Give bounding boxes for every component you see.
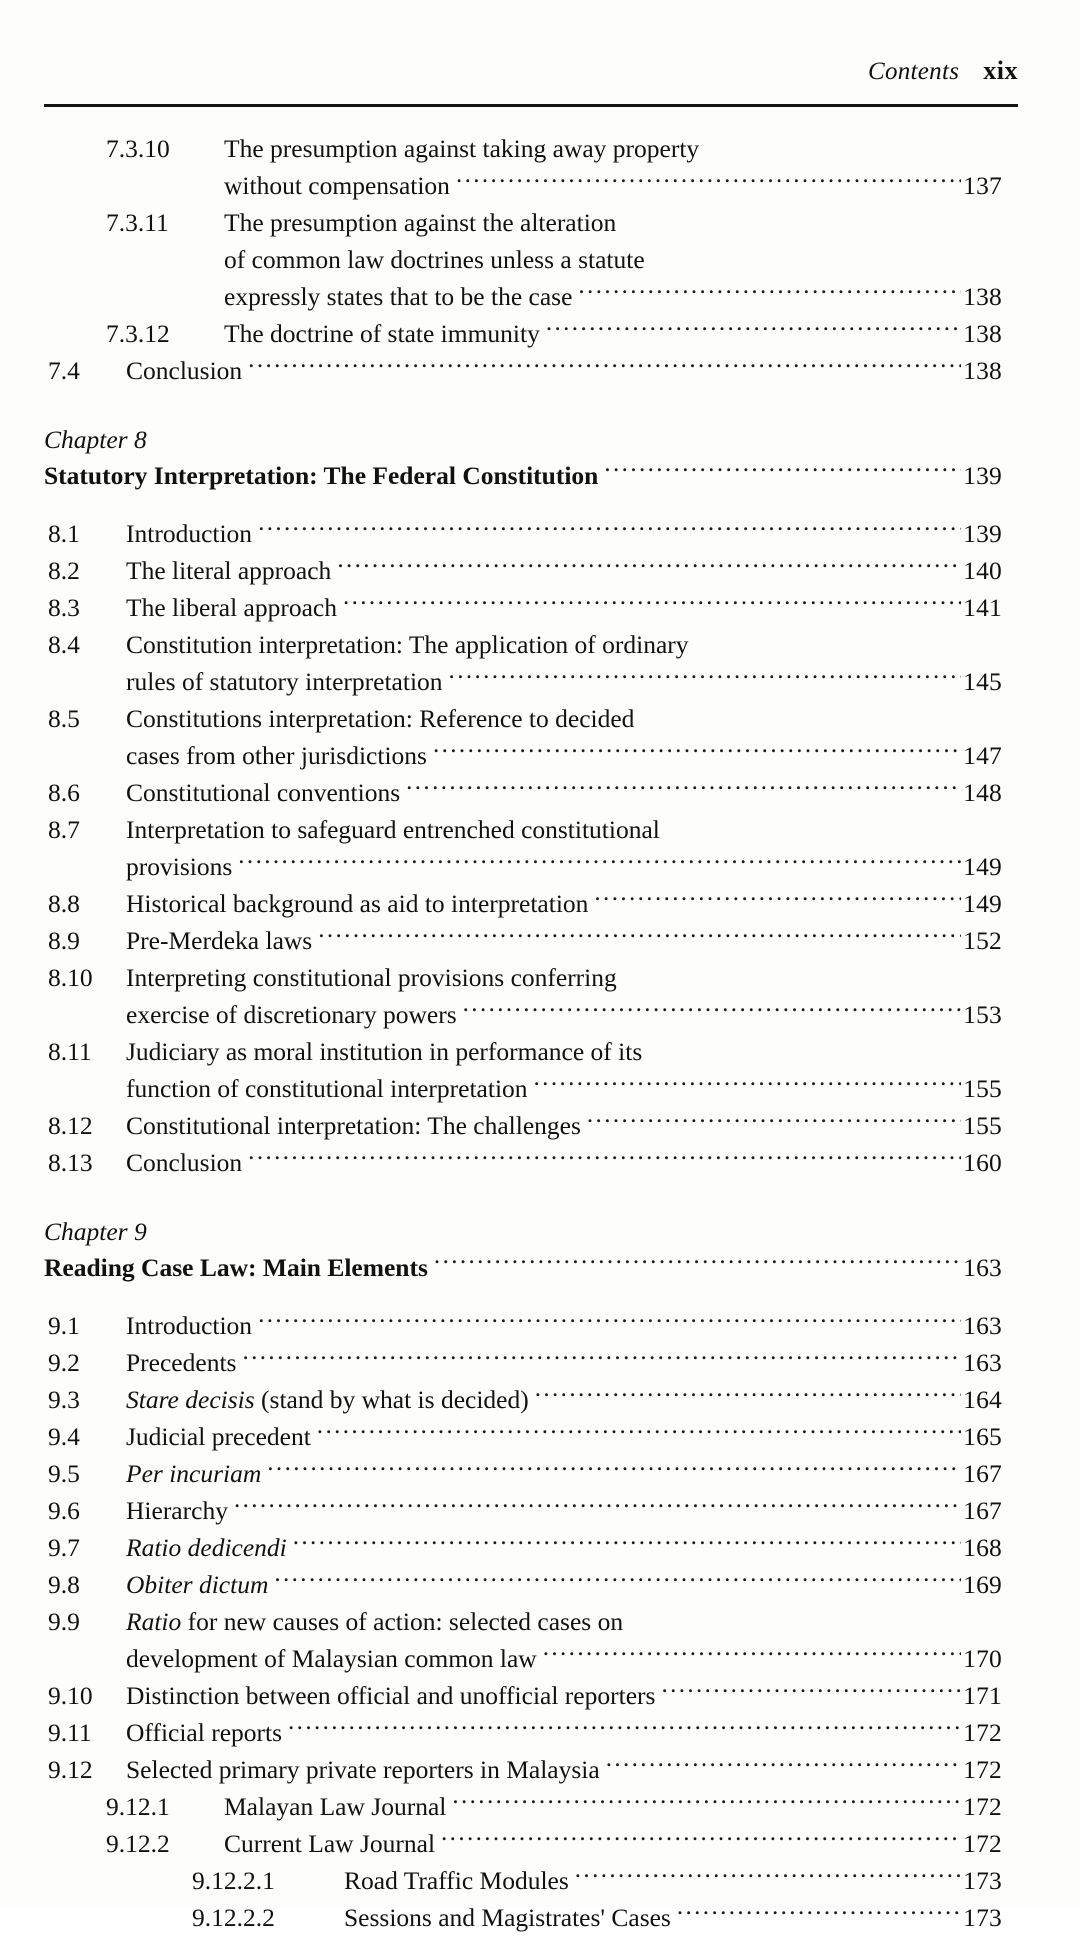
dot-leader — [441, 1827, 961, 1853]
entry-title: Hierarchy — [126, 1496, 228, 1525]
entry-number: 8.2 — [48, 556, 80, 585]
entry-title: provisions — [126, 852, 233, 881]
dot-leader — [318, 924, 961, 950]
dot-leader — [267, 1457, 961, 1483]
entry-number: 8.1 — [48, 519, 80, 548]
entry-title: Road Traffic Modules — [344, 1866, 569, 1895]
dot-leader — [606, 1753, 961, 1779]
dot-leader — [434, 1251, 961, 1277]
toc-entry[interactable] — [44, 1714, 1002, 1751]
entry-title: Obiter dictum — [126, 1570, 269, 1599]
entry-title: Interpretation to safeguard entrenched constitutional — [126, 815, 660, 844]
entry-number: 7.3.12 — [106, 319, 170, 348]
toc-entry[interactable] — [44, 1344, 1002, 1381]
toc-entry[interactable] — [44, 885, 1002, 922]
dot-leader — [433, 739, 961, 765]
entry-page-number: 172 — [963, 1792, 1002, 1821]
dot-leader — [578, 280, 961, 306]
toc-entry[interactable] — [44, 1566, 1002, 1603]
entry-number: 8.12 — [48, 1111, 93, 1140]
dot-leader — [238, 850, 961, 876]
toc-entry[interactable] — [44, 1751, 1002, 1788]
entry-page-number: 147 — [963, 741, 1002, 770]
entry-number: 8.10 — [48, 963, 93, 992]
entry-number: 9.3 — [48, 1385, 80, 1414]
dot-leader — [288, 1716, 961, 1742]
toc-entry-continuation — [44, 663, 1002, 700]
entry-page-number: 155 — [963, 1111, 1002, 1140]
chapter-title: Statutory Interpretation: The Federal Constitution — [44, 461, 599, 490]
running-head-label: Contents — [867, 58, 960, 85]
entry-title: Pre-Merdeka laws — [126, 926, 313, 955]
entry-number: 9.12.2.2 — [192, 1903, 275, 1932]
dot-leader — [343, 591, 961, 617]
dot-leader — [587, 1109, 961, 1135]
entry-page-number: 149 — [963, 889, 1002, 918]
spacer — [44, 1287, 1002, 1307]
entry-number: 7.3.10 — [106, 134, 170, 163]
dot-leader — [248, 1146, 961, 1172]
toc-entry[interactable] — [44, 811, 1002, 848]
entry-title: Ratio dedicendi — [126, 1533, 287, 1562]
toc-entry[interactable] — [44, 1144, 1002, 1181]
toc-entry[interactable] — [44, 515, 1002, 552]
entry-page-number: 163 — [963, 1348, 1002, 1377]
toc-entry[interactable] — [44, 1899, 1002, 1936]
dot-leader — [677, 1901, 961, 1927]
dot-leader — [575, 1864, 961, 1890]
toc-entry[interactable] — [44, 1455, 1002, 1492]
dot-leader — [594, 887, 961, 913]
entry-page-number: 168 — [963, 1533, 1002, 1562]
toc-entry[interactable] — [44, 352, 1002, 389]
entry-title: without compensation — [224, 171, 450, 200]
toc-entry[interactable] — [44, 1307, 1002, 1344]
dot-leader — [317, 1420, 961, 1446]
entry-title: Stare decisis (stand by what is decided) — [126, 1385, 529, 1414]
entry-page-number: 167 — [963, 1496, 1002, 1525]
entry-number: 8.13 — [48, 1148, 93, 1177]
entry-page-number: 165 — [963, 1422, 1002, 1451]
entry-page-number: 167 — [963, 1459, 1002, 1488]
dot-leader — [258, 1309, 961, 1335]
entry-title: Official reports — [126, 1718, 283, 1747]
toc-entry[interactable] — [44, 1677, 1002, 1714]
entry-number: 9.11 — [48, 1718, 92, 1747]
toc-entry[interactable] — [44, 1788, 1002, 1825]
entry-title: The liberal approach — [126, 593, 337, 622]
entry-number: 9.4 — [48, 1422, 80, 1451]
dot-leader — [248, 354, 961, 380]
entry-page-number: 163 — [963, 1311, 1002, 1340]
entry-page-number: 172 — [963, 1718, 1002, 1747]
entry-number: 9.1 — [48, 1311, 80, 1340]
entry-number: 8.7 — [48, 815, 80, 844]
toc-entry[interactable] — [44, 552, 1002, 589]
entry-title: Precedents — [126, 1348, 237, 1377]
entry-title: of common law doctrines unless a statute — [224, 245, 645, 274]
entry-number: 9.5 — [48, 1459, 80, 1488]
entry-number: 9.7 — [48, 1533, 80, 1562]
dot-leader — [406, 776, 961, 802]
dot-leader — [604, 459, 961, 485]
entry-number: 9.8 — [48, 1570, 80, 1599]
entry-page-number: 160 — [963, 1148, 1002, 1177]
chapter-title-entry[interactable] — [44, 1249, 1002, 1287]
entry-title: Ratio for new causes of action: selected cases on — [126, 1607, 624, 1636]
dot-leader — [543, 1642, 961, 1668]
toc-entry[interactable] — [44, 922, 1002, 959]
entry-page-number: 173 — [963, 1903, 1002, 1932]
entry-group — [44, 130, 1002, 389]
toc-entry-continuation — [44, 278, 1002, 315]
entry-page-number: 139 — [963, 519, 1002, 548]
entry-title: Constitutions interpretation: Reference to decided — [126, 704, 635, 733]
toc-entry-continuation — [44, 737, 1002, 774]
dot-leader — [242, 1346, 961, 1372]
entry-page-number: 173 — [963, 1866, 1002, 1895]
entry-number: 8.3 — [48, 593, 80, 622]
entry-title: The presumption against taking away property — [224, 134, 700, 163]
chapter-label: Chapter 8 — [44, 425, 147, 454]
entry-number: 9.6 — [48, 1496, 80, 1525]
entry-number: 9.12.1 — [106, 1792, 170, 1821]
spacer — [44, 495, 1002, 515]
entry-page-number: 138 — [963, 319, 1002, 348]
dot-leader — [293, 1531, 961, 1557]
chapter-title: Reading Case Law: Main Elements — [44, 1253, 428, 1282]
entry-title: Per incuriam — [126, 1459, 262, 1488]
entry-page-number: 169 — [963, 1570, 1002, 1599]
toc-entry[interactable] — [44, 1603, 1002, 1640]
toc-entry[interactable] — [44, 1418, 1002, 1455]
toc-entry-continuation — [44, 1640, 1002, 1677]
toc-entry[interactable] — [44, 589, 1002, 626]
entry-page-number: 148 — [963, 778, 1002, 807]
entry-title: exercise of discretionary powers — [126, 1000, 457, 1029]
toc-entry-continuation — [44, 241, 1002, 278]
entry-page-number: 139 — [963, 461, 1002, 490]
entry-title: Judicial precedent — [126, 1422, 311, 1451]
chapter-label: Chapter 9 — [44, 1217, 147, 1246]
dot-leader — [661, 1679, 961, 1705]
toc-entry[interactable] — [44, 774, 1002, 811]
toc-entry-continuation — [44, 996, 1002, 1033]
toc-entry[interactable] — [44, 315, 1002, 352]
toc-entry[interactable] — [44, 130, 1002, 167]
entry-title: Interpreting constitutional provisions conferring — [126, 963, 617, 992]
dot-leader — [274, 1568, 961, 1594]
entry-page-number: 172 — [963, 1755, 1002, 1784]
toc-entry[interactable] — [44, 700, 1002, 737]
entry-page-number: 153 — [963, 1000, 1002, 1029]
dot-leader — [258, 517, 961, 543]
entry-title: expressly states that to be the case — [224, 282, 573, 311]
entry-number: 8.11 — [48, 1037, 92, 1066]
chapter-title-entry[interactable] — [44, 457, 1002, 495]
toc-entry-continuation — [44, 167, 1002, 204]
entry-title: Current Law Journal — [224, 1829, 436, 1858]
entry-page-number: 141 — [963, 593, 1002, 622]
entry-title: Introduction — [126, 1311, 253, 1340]
entry-number: 9.2 — [48, 1348, 80, 1377]
toc-entry[interactable] — [44, 1492, 1002, 1529]
entry-title: Sessions and Magistrates' Cases — [344, 1903, 671, 1932]
entry-number: 8.8 — [48, 889, 80, 918]
entry-number: 8.6 — [48, 778, 80, 807]
page-folio: xix — [983, 56, 1018, 85]
toc-entry-continuation — [44, 1070, 1002, 1107]
entry-page-number: 145 — [963, 667, 1002, 696]
entry-number: 8.9 — [48, 926, 80, 955]
dot-leader — [234, 1494, 961, 1520]
header-rule — [44, 104, 1018, 107]
entry-number: 9.9 — [48, 1607, 80, 1636]
entry-title: The presumption against the alteration — [224, 208, 617, 237]
entry-number: 9.12 — [48, 1755, 93, 1784]
entry-page-number: 152 — [963, 926, 1002, 955]
dot-leader — [456, 169, 961, 195]
dot-leader — [534, 1072, 962, 1098]
entry-page-number: 171 — [963, 1681, 1002, 1710]
entry-number: 9.12.2.1 — [192, 1866, 275, 1895]
entry-title: function of constitutional interpretation — [126, 1074, 528, 1103]
entry-number: 7.3.11 — [106, 208, 169, 237]
entry-number: 8.4 — [48, 630, 80, 659]
entry-title: cases from other jurisdictions — [126, 741, 427, 770]
entry-title: Constitutional interpretation: The challenges — [126, 1111, 581, 1140]
entry-number: 9.10 — [48, 1681, 93, 1710]
entry-page-number: 170 — [963, 1644, 1002, 1673]
toc-entry[interactable] — [44, 1033, 1002, 1070]
dot-leader — [463, 998, 961, 1024]
toc-entry[interactable] — [44, 1107, 1002, 1144]
toc-entry[interactable] — [44, 1862, 1002, 1899]
running-head — [48, 56, 1018, 96]
entry-title: Judiciary as moral institution in performance of its — [126, 1037, 643, 1066]
entry-title: Conclusion — [126, 356, 243, 385]
entry-page-number: 138 — [963, 356, 1002, 385]
entry-title: Conclusion — [126, 1148, 243, 1177]
entry-page-number: 140 — [963, 556, 1002, 585]
toc-entry-continuation — [44, 848, 1002, 885]
entry-title: Introduction — [126, 519, 253, 548]
entry-page-number: 163 — [963, 1253, 1002, 1282]
entry-title: development of Malaysian common law — [126, 1644, 537, 1673]
entry-title: Historical background as aid to interpretation — [126, 889, 589, 918]
entry-title: The literal approach — [126, 556, 332, 585]
entry-page-number: 155 — [963, 1074, 1002, 1103]
dot-leader — [452, 1790, 961, 1816]
entry-page-number: 172 — [963, 1829, 1002, 1858]
toc-entry[interactable] — [44, 626, 1002, 663]
chapter-block — [44, 1215, 1002, 1936]
toc-entry[interactable] — [44, 204, 1002, 241]
entry-title: The doctrine of state immunity — [224, 319, 540, 348]
table-of-contents — [44, 130, 1002, 1936]
entry-title: Distinction between official and unofficial reporters — [126, 1681, 656, 1710]
chapter-block — [44, 423, 1002, 1181]
entry-number: 8.5 — [48, 704, 80, 733]
toc-entry[interactable] — [44, 959, 1002, 996]
entry-page-number: 138 — [963, 282, 1002, 311]
entry-title: Constitution interpretation: The application of ordinary — [126, 630, 689, 659]
dot-leader — [535, 1383, 961, 1409]
toc-entry[interactable] — [44, 1381, 1002, 1418]
entry-title: Malayan Law Journal — [224, 1792, 447, 1821]
entry-page-number: 149 — [963, 852, 1002, 881]
entry-page-number: 164 — [963, 1385, 1002, 1414]
toc-entry[interactable] — [44, 1529, 1002, 1566]
dot-leader — [546, 317, 961, 343]
toc-entry[interactable] — [44, 1825, 1002, 1862]
dot-leader — [337, 554, 961, 580]
entry-title: Selected primary private reporters in Malaysia — [126, 1755, 600, 1784]
entry-number: 9.12.2 — [106, 1829, 170, 1858]
entry-title: Constitutional conventions — [126, 778, 401, 807]
entry-title: rules of statutory interpretation — [126, 667, 443, 696]
dot-leader — [449, 665, 962, 691]
entry-number: 7.4 — [48, 356, 80, 385]
entry-page-number: 137 — [963, 171, 1002, 200]
